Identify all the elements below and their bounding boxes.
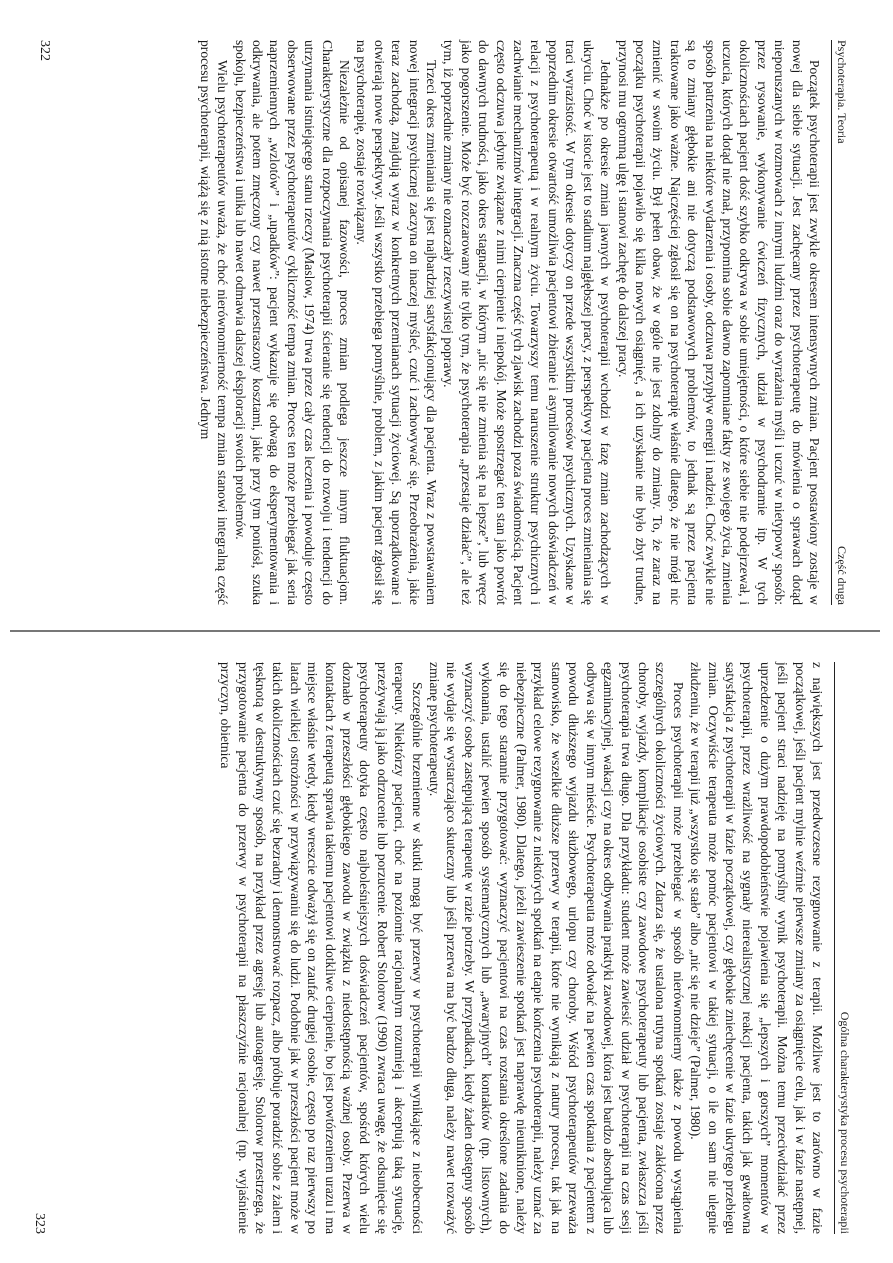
running-header-section: Część druga [835,546,849,605]
paragraph: Proces psychoterapii może przebiegać w sposób nierównomierny także z powodu wystąpienia szczególnych okoliczności życiowych. Zdarza się, że ustalona rutyna spotkań zostaje zakłócona przez choroby, wyjazdy, komplikacje osobiste czy zawodowe psychoterapeuty lub pacjenta, zwłaszcza jeśli psychoterapia trwa długo. Dla przykładu: student może zawiesić udział w psychoterapii na czas sesji egzaminacyjnej, wakacji czy na okres odbywania praktyki zawodowej, która jest bardzo absorbująca lub odbywa się w innym mieście. Psychoterapeuta może odwołać na pewien czas spotkania z pacjentem z powodu dłuższego wyjazdu służbowego, urlopu czy choroby. Wśród psychoterapeutów przeważa stanowisko, że wszelkie dłuższe przerwy w terapii, które nie wynikają z natury procesu, tak jak na przykład celowe rezygnowanie z niektórych spotkań na etapie kończenia psychoterapii, należy uznać za niebezpieczne (Palmer, 1980). Dlatego, jeżeli zawieszenie spotkań jest naprawdę nieuniknione, należy się do tego starannie przygotować: wyznaczyć pacjentowi na czas rozstania określone zadania do wykonania, ustalić pewien sposób systematycznych lub „awaryjnych” kontaktów (np. listownych), wyznaczyć osobę zastępującą terapeutę w razie potrzeby. W przypadkach, kiedy żaden dostępny sposób nie wydaje się wystarczająco skuteczny lub jeśli przerwa ma być bardzo długa, należy nawet rozważyć zmianę psychoterapeuty. [427,662,686,1234]
body-text [196,40,831,605]
paragraph: Jednakże po okresie zmian jawnych w psychoterapii wchodzi w fazę zmian zachodzących w ukryciu. Choć w istocie jest to stadium najgłębszej pracy, z perspektywy pacjenta proces zmieniania się traci wyrazistość. W tym okresie dotyczy on przede wszystkim procesów psychicznych. Uzyskane w poprzednim okresie otwartość umożliwia pacjentowi zbieranie i asymilowanie nowych doświadczeń w relacji z psychoterapeutą i w realnym życiu. Towarzyszy temu naruszenie struktur psychicznych i zachwianie mechanizmów integracji. Znaczna część tych zjawisk zachodzi poza świadomością. Pacjent często odczuwa jedynie związane z nimi cierpienie i niepokój. Może spostrzegać ten stan jako powrót do dawnych trudności, jako okres stagnacji, w którym „nic się nie zmienia się na lepsze”, lub wręcz jako pogorszenie. Może być rozczarowany nie tylko tym, że psychoterapia „przestaje działać”, ale też tym, iż poprzednie zmiany nie oznaczały rzeczywistej poprawy. [441,40,614,605]
paragraph: z największych jest przedwczesne rezygnowanie z terapii. Możliwe jest to zarówno w fazie początkowej, jeśli pacjent mylnie weźmie pierwsze zmiany za osiągnięcie celu, jak i w fazie następnej, jeśli pacjent straci nadzieję na pomyślny wynik psychoterapii. Można temu przeciwdziałać przez uprzedzenie o dużym prawdopodobieństwie pojawienia się „lepszych i gorszych” momentów w psychoterapii, przez wrażliwość na sygnały nierealistycznej reakcji pacjenta, takich jak gwałtowna satysfakcja z psychoterapii w fazie początkowej, czy głębokie zniechęcenie w fazie ukrytego przebiegu zmian. Oczywiście terapeuta może pomóc pacjentowi w takiej sytuacji, o ile on sam nie ulegnie złudzeniu, że w terapii już „wszystko się stało” albo „nic się nie dzieje” (Palmer, 1980). [688,662,825,1234]
paragraph: Początek psychoterapii jest zwykle okresem intensywnych zmian. Pacjent postawiony zostaje w nowej dla siebie sytuacji. Jest zachęcany przez psychoterapeutę do mówienia o sprawach dotąd nieporuszanych w rozmowach z innymi ludźmi oraz do wyrażania myśli i uczuć w nietypowy sposób: przez rysowanie, wykonywanie ćwiczeń fizycznych, udział w psychodramie itp. W tych okolicznościach pacjent dość szybko odkrywa w sobie umiejętności, o które siebie nie podejrzewał, i uczucia, których dotąd nie znał, przypomina sobie dawno zapomniane fakty ze swojego życia, zmienia sposób patrzenia na niektóre wydarzenia i osoby, odczuwa przypływ energii i nadziei. Choć zwykle nie są to zmiany głębokie ani nie dotyczą podstawowych problemów, to jednak są przez pacjenta traktowane jako ważne. Najczęściej zgłosił się on na psychoterapię właśnie dlatego, że nie mógł nic zmienić w swoim życiu. Był pełen obaw, że w ogóle nie jest zdolny do zmiany. To, że zaraz na początku psychoterapii pojawiło się kilka nowych osiągnięć, a ich uzyskanie nie było zbyt trudne, przynosi mu ogromną ulgę i stanowi zachętę do dalszej pracy. [615,40,822,605]
paragraph: Niezależnie od opisanej fazowości, proces zmian podlega jeszcze innym fluktuacjom. Charakterystyczne dla rozpoczynania psychoterapii ścieranie się tendencji do rozwoju i tendencji do utrzymania istniejącego stanu rzeczy (Maslow, 1974) trwa przez cały czas leczenia i powoduje często obserwowane przez psychoterapeutów cykliczność tempa zmian. Proces ten może przebiegać jak seria naprzemiennych „wzlotów” i „upadków”: pacjent wykazuje się odwagą do eksperymentowania i odkrywania, ale potem zmęczony czy nawet przestraszony kosztami, jakie przy tym poniósł, szuka spokoju, bezpieczeństwa i unika lub nawet odmawia dalszej eksploracji swoich problemów. [232,40,353,605]
right-book-page [0,632,893,1263]
left-page-rotated-content [37,40,852,605]
paragraph: Szczególnie brzemienne w skutki mogą być przerwy w psychoterapii wynikające z nieobecności terapeuty. Niektórzy pacjenci, choć na poziomie racjonalnym rozumieją i akceptują taką sytuację, przeżywają ją jako odrzucenie lub porzucenie. Robert Stolorow (1990) zwraca uwagę, że odsunięcie się psychoterapeuty dotyka często najboleśniejszych doświadczeń pacjentów, spośród których wielu doznało w przeszłości głębokiego zawodu w związku z niedostępnością ważnej osoby. Przerwa w kontaktach z terapeutą sprawia takiemu pacjentowi dotkliwe cierpienie, bo jest powtórzeniem urazu i ma miejsce właśnie wtedy, kiedy wreszcie odważył się on zaufać drugiej osobie, często po raz pierwszy po latach wielkiej ostrożności w przywiązywaniu się do ludzi. Podobnie jak w przeszłości pacjent może w takich okolicznościach czuć się bezradny i demonstrować rozpacz, albo próbuje poradzić sobie z żalem i tęsknotą w destruktywny sposób, na przykład przez agresję lub autoagresję. Stolorow przestrzega, że przygotowanie pacjenta do przerwy w psychoterapii na płaszczyźnie racjonalnej (np. wyjaśnienie przyczyn, obietnica [218,662,425,1234]
paragraph: Wielu psychoterapeutów uważa, że choć nierównomierność tempa zmian stanowi integralną część procesu psychoterapii, wiążą się z nią istotne niebezpieczeństwa. Jednym [197,40,231,605]
page-number: 323 [32,1213,47,1234]
running-header-title: Psychoterapia. Teoria [835,40,849,144]
running-header-title: Ogólna charakterystyka procesu psychoterapii [838,1011,852,1234]
paragraph: Trzeci okres zmieniania się jest najbardziej satysfakcjonujący dla pacjenta. Wraz z powstawaniem nowej integracji psychicznej zaczyna on inaczej myśleć, czuć i zachowywać się. Przeobrażenia, jakie teraz zachodzą, znajdują wyraz w konkretnych przemianach sytuacji życiowej. Są uporządkowane i otwierają nowe perspektywy. Jeśli wszystko przebiega pomyślnie, problem, z jakim pacjent zgłosił się na psychoterapię, zostaje rozwiązany. [354,40,440,605]
running-header [831,40,852,605]
running-header [834,662,855,1234]
page-number: 322 [37,40,52,61]
right-page-rotated-content [32,662,855,1234]
body-text [217,662,834,1234]
